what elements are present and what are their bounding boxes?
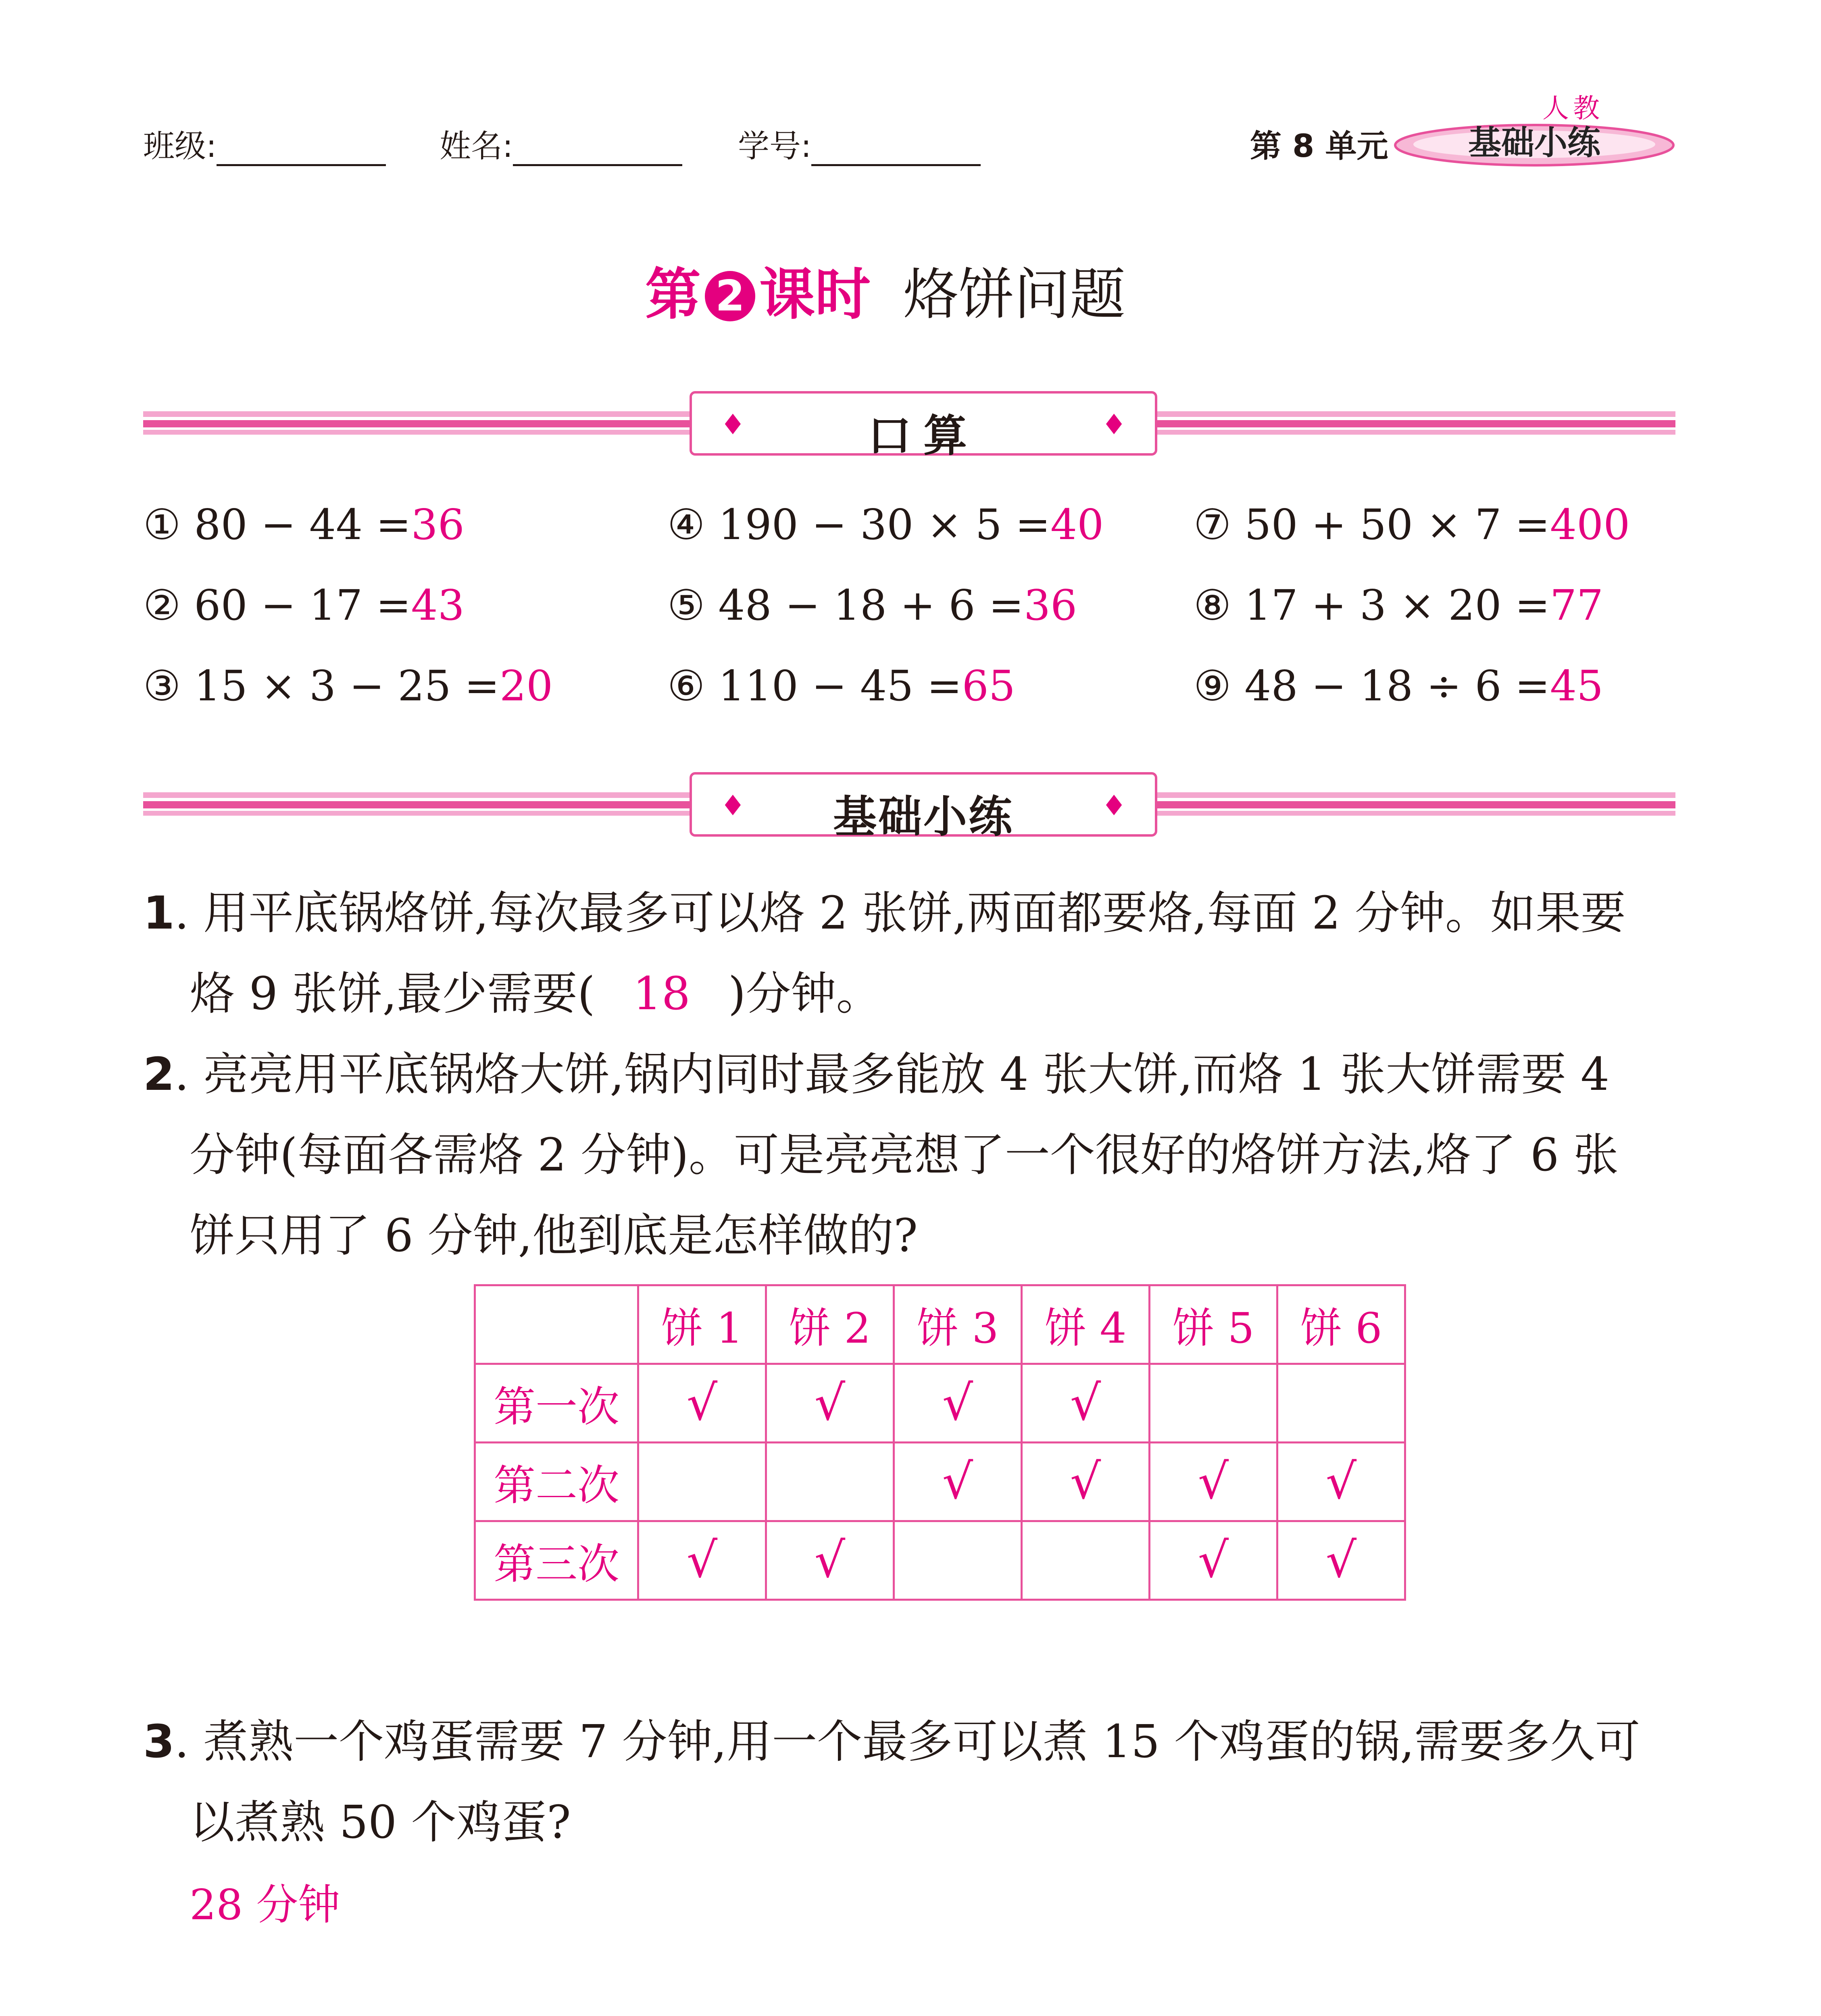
cake-table	[474, 1284, 1406, 1601]
table-header: 饼 1	[638, 1285, 766, 1364]
problem-3: 3. 煮熟一个鸡蛋需要 7 分钟,用一个最多可以煮 15 个鸡蛋的锅,需要多久可 以煮熟 50 个鸡蛋?	[143, 1716, 1640, 1849]
name-field	[440, 121, 682, 166]
calc-answer: 36	[1023, 581, 1077, 630]
check-cell[interactable]: √	[638, 1364, 766, 1443]
calc-item: ④ 190 − 30 × 5 =40	[667, 500, 1104, 549]
calc-item: ⑦ 50 + 50 × 7 =400	[1194, 500, 1630, 549]
calc-answer: 77	[1550, 581, 1604, 630]
table-row	[475, 1364, 1405, 1443]
name-label: 姓名:	[440, 128, 513, 165]
problem-1: 1. 用平底锅烙饼,每次最多可以烙 2 张饼,两面都要烙,每面 2 分钟。如果要 烙 9 张饼,最少需要( 18 )分钟。	[143, 873, 1675, 1034]
calc-answer: 43	[411, 581, 465, 630]
calc-item: ① 80 − 44 =36	[143, 500, 465, 549]
problem-number: 1	[143, 887, 175, 939]
calc-answer: 40	[1050, 500, 1104, 549]
table-header-row	[475, 1285, 1405, 1364]
badge-publisher: 人教	[1542, 93, 1604, 124]
table-header: 饼 5	[1150, 1285, 1277, 1364]
calc-answer: 65	[962, 661, 1015, 710]
problem-1-answer[interactable]: 18	[633, 968, 691, 1020]
check-cell[interactable]	[1150, 1364, 1277, 1443]
diamond-icon: ♦	[1101, 789, 1127, 822]
problem-number: 2	[143, 1048, 175, 1101]
lesson-prefix: 第	[645, 262, 701, 327]
calc-answer: 20	[499, 661, 553, 710]
check-cell[interactable]: √	[1277, 1443, 1405, 1521]
table-row	[475, 1443, 1405, 1521]
table-header: 饼 2	[766, 1285, 894, 1364]
oral-title: 口算	[867, 411, 979, 461]
table-header: 饼 3	[894, 1285, 1022, 1364]
class-label: 班级:	[143, 128, 217, 165]
calc-answer: 45	[1550, 661, 1604, 710]
calc-item: ③ 15 × 3 − 25 =20	[143, 661, 553, 710]
check-cell[interactable]	[766, 1443, 894, 1521]
calc-answer: 400	[1550, 500, 1630, 549]
check-cell[interactable]: √	[766, 1521, 894, 1600]
page-title	[645, 250, 1125, 330]
check-cell[interactable]: √	[638, 1521, 766, 1600]
diamond-icon: ♦	[720, 408, 746, 441]
calc-answer: 36	[411, 500, 465, 549]
row-label: 第一次	[475, 1364, 638, 1443]
oral-banner	[690, 391, 1157, 461]
diamond-icon: ♦	[1101, 408, 1127, 441]
check-cell[interactable]: √	[1022, 1364, 1150, 1443]
calc-item: ② 60 − 17 =43	[143, 581, 465, 630]
check-cell[interactable]: √	[766, 1364, 894, 1443]
id-field	[738, 121, 981, 166]
problem-3-answer[interactable]: 28 分钟	[190, 1880, 340, 1929]
calc-item: ⑤ 48 − 18 + 6 =36	[667, 581, 1077, 630]
table-header: 饼 4	[1022, 1285, 1150, 1364]
class-field	[143, 121, 386, 166]
table-row	[475, 1521, 1405, 1600]
check-cell[interactable]: √	[1150, 1521, 1277, 1600]
class-blank[interactable]	[217, 136, 386, 166]
id-label: 学号:	[738, 128, 812, 165]
check-cell[interactable]: √	[1277, 1521, 1405, 1600]
table-corner	[475, 1285, 638, 1364]
check-cell[interactable]	[1022, 1521, 1150, 1600]
calc-item: ⑧ 17 + 3 × 20 =77	[1194, 581, 1604, 630]
name-blank[interactable]	[513, 136, 682, 166]
lesson-number: 2	[705, 271, 755, 321]
problem-2: 2. 亮亮用平底锅烙大饼,锅内同时最多能放 4 张大饼,而烙 1 张大饼需要 4 分钟(每面各需烙 2 分钟)。可是亮亮想了一个很好的烙饼方法,烙了 6 张 饼只用了 6 分钟,他到底是怎样做的?	[143, 1048, 1619, 1262]
check-cell[interactable]	[638, 1443, 766, 1521]
diamond-icon: ♦	[720, 789, 746, 822]
problem-number: 3	[143, 1716, 175, 1768]
lesson-topic: 烙饼问题	[903, 262, 1126, 327]
badge-label: 基础小练	[1468, 124, 1600, 162]
check-cell[interactable]: √	[1150, 1443, 1277, 1521]
basic-title: 基础小练	[833, 792, 1014, 842]
calc-item: ⑨ 48 − 18 ÷ 6 =45	[1194, 661, 1604, 710]
check-cell[interactable]: √	[1022, 1443, 1150, 1521]
calc-item: ⑥ 110 − 45 =65	[667, 661, 1015, 710]
check-cell[interactable]	[894, 1521, 1022, 1600]
table-header: 饼 6	[1277, 1285, 1405, 1364]
check-cell[interactable]	[1277, 1364, 1405, 1443]
row-label: 第二次	[475, 1443, 638, 1521]
row-label: 第三次	[475, 1521, 638, 1600]
unit-label: 第 8 单元	[1250, 128, 1388, 165]
basic-banner	[690, 772, 1157, 842]
check-cell[interactable]: √	[894, 1364, 1022, 1443]
lesson-suffix: 课时	[759, 262, 871, 327]
id-blank[interactable]	[811, 136, 981, 166]
check-cell[interactable]: √	[894, 1443, 1022, 1521]
